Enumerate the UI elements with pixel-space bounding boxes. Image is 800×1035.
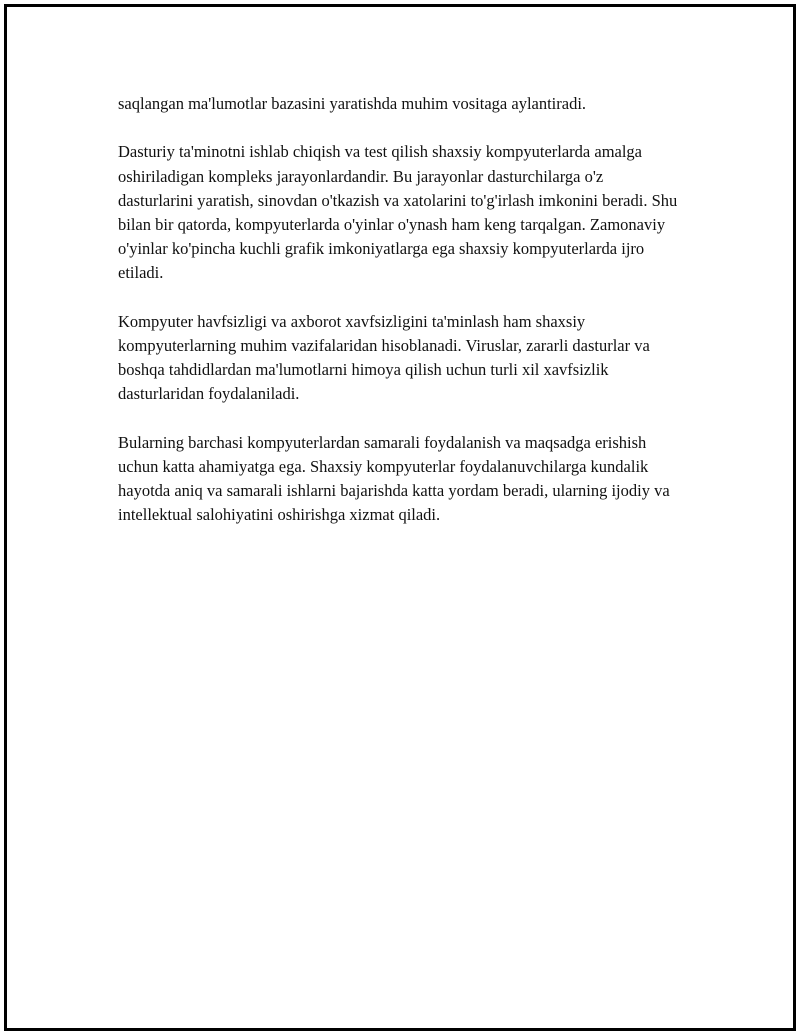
paragraph-1: saqlangan ma'lumotlar bazasini yaratishda muhim vositaga aylantiradi. [118,94,587,113]
paragraph-3: Kompyuter havfsizligi va axborot xavfsizligini ta'minlash ham shaxsiy kompyuterlarning muhim vazifalaridan hisoblanadi. Viruslar, zararli dasturlar va boshqa tahdidlardan ma'lumotlarni himoya qilish uchun turli xil xavfsizlik dasturlaridan foydalaniladi. [118,311,650,404]
paragraph-4: Bularning barchasi kompyuterlardan samarali foydalanish va maqsadga erishish uchun katta ahamiyatga ega. Shaxsiy kompyuterlar foydalanuvchilarga kundalik hayotda aniq va samarali ishlarni bajarishda katta yordam beradi, ularning ijodiy va intellektual salohiyatini oshirishga xizmat qiladi. [118,432,670,525]
document-body [118,92,678,552]
paragraph-2: Dasturiy ta'minotni ishlab chiqish va test qilish shaxsiy kompyuterlarda amalga oshiriladigan kompleks jarayonlardandir. Bu jarayonlar dasturchilarga o'z dasturlarini yaratish, sinovdan o'tkazish va xatolarini to'g'irlash imkonini beradi. Shu bilan bir qatorda, kompyuterlarda o'yinlar o'ynash ham keng tarqalgan. Zamonaviy o'yinlar ko'pincha kuchli grafik imkoniyatlarga ega shaxsiy kompyuterlarda ijro etiladi. [118,142,678,283]
